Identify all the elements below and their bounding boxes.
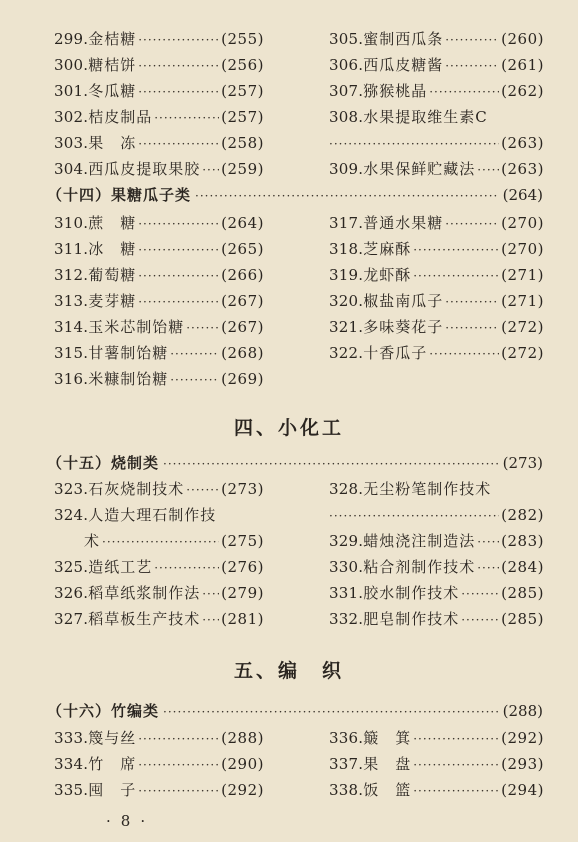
footer-decoration: · [140,812,146,830]
toc-entry: 318. 芝麻酥 ····· (270) [329,238,544,260]
toc-entry: 338. 饭 篮 ····· (294) [329,779,544,801]
toc-entry-continued: ····· (263) [329,132,544,154]
page-footer [96,812,155,830]
toc-entry: 325. 造纸工艺 ····· (276) [54,556,264,578]
toc-entry: 322. 十香瓜子 ····· (272) [329,342,544,364]
category-heading: （十四）果糖瓜子类 ····· (264) [47,184,543,206]
toc-entry: 300. 糖桔饼 ····· (256) [54,54,264,76]
toc-entry: 316. 米糠制饴糖 ····· (269) [54,368,264,390]
toc-entry: 332. 肥皂制作技术 ····· (285) [329,608,544,630]
toc-entry: 304. 西瓜皮提取果胶 ····· (259) [54,158,264,180]
toc-entry: 329. 蜡烛浇注制造法 ····· (283) [329,530,544,552]
toc-entry-continued: ····· (282) [329,504,544,526]
toc-entry: 307. 猕猴桃晶 ····· (262) [329,80,544,102]
toc-entry: 327. 稻草板生产技术 ····· (281) [54,608,264,630]
toc-entry: 334. 竹 席 ····· (290) [54,753,264,775]
footer-decoration: · [106,812,111,830]
toc-entry: 324. 人造大理石制作技 [54,506,217,524]
section-title: 四、小化工 [233,417,344,439]
toc-entry: 302. 桔皮制品 ····· (257) [54,106,264,128]
toc-entry: 314. 玉米芯制饴糖 ····· (267) [54,316,264,338]
toc-entry: 309. 水果保鲜贮藏法 ····· (263) [329,158,544,180]
toc-entry: 330. 粘合剂制作技术 ····· (284) [329,556,544,578]
toc-entry: 315. 甘薯制饴糖 ····· (268) [54,342,264,364]
toc-entry: 320. 椒盐南瓜子 ····· (271) [329,290,544,312]
toc-entry: 305. 蜜制西瓜条 ····· (260) [329,28,544,50]
toc-entry: 321. 多味葵花子 ····· (272) [329,316,544,338]
toc-entry: 319. 龙虾酥 ····· (271) [329,264,544,286]
toc-entry: 323. 石灰烧制技术 ····· (273) [54,478,264,500]
toc-entry: 328. 无尘粉笔制作技术 [329,480,492,498]
toc-entry: 333. 篾与丝 ····· (288) [54,727,264,749]
category-heading: （十六）竹编类 ····· (288) [47,700,543,722]
toc-entry: 317. 普通水果糖 ····· (270) [329,212,544,234]
toc-entry: 337. 果 盘 ····· (293) [329,753,544,775]
toc-entry: 301. 冬瓜糖 ····· (257) [54,80,264,102]
toc-entry: 310. 蔗 糖 ····· (264) [54,212,264,234]
page-number: 8 [120,812,131,830]
toc-entry: 336. 簸 箕 ····· (292) [329,727,544,749]
toc-entry: 331. 胶水制作技术 ····· (285) [329,582,544,604]
toc-entry: 306. 西瓜皮糖酱 ····· (261) [329,54,544,76]
toc-entry: 311. 冰 糖 ····· (265) [54,238,264,260]
toc-entry: 299. 金桔糖 ····· (255) [54,28,264,50]
section-title: 五、编 织 [233,660,344,682]
toc-entry-continued: 术 ····· (275) [54,530,264,552]
toc-entry: 335. 囤 子 ····· (292) [54,779,264,801]
category-heading: （十五）烧制类 ····· (273) [47,452,543,474]
toc-entry: 308. 水果提取维生素C [329,108,488,126]
toc-entry: 313. 麦芽糖 ····· (267) [54,290,264,312]
toc-entry: 303. 果 冻 ····· (258) [54,132,264,154]
toc-entry: 326. 稻草纸浆制作法 ····· (279) [54,582,264,604]
toc-entry: 312. 葡萄糖 ····· (266) [54,264,264,286]
